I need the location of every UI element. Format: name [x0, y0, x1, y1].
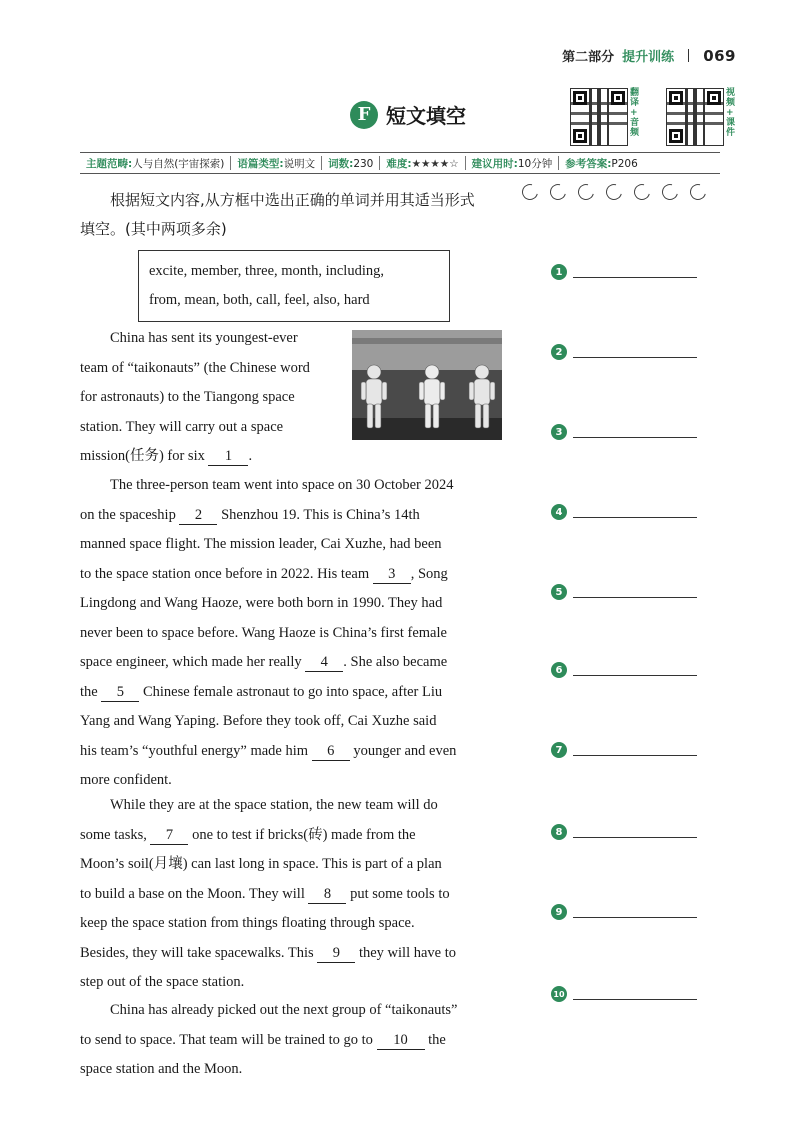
answer-number-badge: 1: [551, 264, 567, 280]
answer-number-badge: 4: [551, 504, 567, 520]
part-label: 第二部分: [562, 50, 615, 65]
qr-label-translation-audio: 翻 译 + 音 频: [630, 88, 640, 138]
circle-icon: [687, 181, 709, 203]
answer-line-9[interactable]: [551, 904, 697, 920]
answer-line-2[interactable]: [551, 344, 697, 360]
answer-line-7[interactable]: [551, 742, 697, 758]
circle-icon: [659, 181, 681, 203]
answer-input-line[interactable]: [573, 827, 697, 838]
answer-line-6[interactable]: [551, 662, 697, 678]
blank-7: 7: [150, 826, 188, 845]
answer-input-line[interactable]: [573, 587, 697, 598]
passage-paragraph-4: China has already picked out the next group of “taikonauts” to send to space. That team will be trained to go to 10 the space station and the Moon.: [80, 1002, 458, 1077]
circle-icon: [547, 181, 569, 203]
section-title: [350, 100, 466, 129]
answer-input-line[interactable]: [573, 989, 697, 1000]
qr-label-video-courseware: 视 频 + 课 件: [726, 88, 736, 138]
blank-4: 4: [305, 653, 343, 672]
answer-number-badge: 6: [551, 662, 567, 678]
answer-line-4[interactable]: [551, 504, 697, 520]
answer-number-badge: 7: [551, 742, 567, 758]
circle-icon: [519, 181, 541, 203]
info-bar: [80, 152, 720, 174]
genre-field: 语篇类型:说明文: [237, 157, 316, 170]
difficulty-field: 难度:★★★★☆: [386, 157, 459, 170]
section-letter-badge: F: [350, 101, 378, 129]
circle-icon: [603, 181, 625, 203]
blank-8: 8: [308, 885, 346, 904]
passage-paragraph-1: China has sent its youngest-ever team of “taikonauts” (the Chinese word for astronauts) to the Tiangong space station. They will carry out a space mission(任务) for six 1 .: [80, 330, 310, 464]
astronauts-photo: [352, 330, 502, 440]
answer-line-10[interactable]: [551, 986, 697, 1002]
answer-input-line[interactable]: [573, 347, 697, 358]
header-divider: [688, 49, 689, 62]
page-header: [562, 46, 736, 65]
page-number: 069: [703, 46, 736, 65]
blank-10: 10: [377, 1031, 425, 1050]
difficulty-stars-icon: ★★★★☆: [411, 157, 459, 170]
qr-code-icon: [570, 88, 628, 146]
word-count-field: 词数:230: [328, 157, 374, 170]
instructions: 根据短文内容,从方框中选出正确的单词并用其适当形式 填空。(其中两项多余): [80, 191, 475, 238]
blank-3: 3: [373, 565, 411, 584]
blank-6: 6: [312, 742, 350, 761]
blank-5: 5: [101, 683, 139, 702]
answer-number-badge: 3: [551, 424, 567, 440]
qr-code-icon: [666, 88, 724, 146]
blank-1: 1: [208, 447, 248, 466]
answer-number-badge: 5: [551, 584, 567, 600]
answer-number-badge: 9: [551, 904, 567, 920]
theme-field: 主题范畴:人与自然(宇宙探索): [86, 157, 225, 170]
passage-paragraph-3: While they are at the space station, the new team will do some tasks, 7 one to test if bricks(砖) made from the Moon’s soil(月壤) can last long in space. This is part of a plan to build a base on the Moon. They will 8 put some tools to keep the space station from things floating through space. Besides, they will take spacewalks. This 9 they will have to step out of the space station.: [80, 797, 456, 990]
answer-line-5[interactable]: [551, 584, 697, 600]
answer-input-line[interactable]: [573, 907, 697, 918]
answer-line-3[interactable]: [551, 424, 697, 440]
section-title-text: 短文填空: [386, 104, 466, 128]
blank-2: 2: [179, 506, 217, 525]
answer-input-line[interactable]: [573, 507, 697, 518]
qr-code-video-courseware[interactable]: [666, 88, 736, 146]
answer-number-badge: 2: [551, 344, 567, 360]
passage-paragraph-2: The three-person team went into space on 30 October 2024 on the spaceship 2 Shenzhou 19. This is China’s 14th manned space flight. The mission leader, Cai Xuzhe, had been to the space station once before in 2022. His team 3 , Song Lingdong and Wang Haoze, were both born in 1990. They had never been to space before. Wang Haoze is China’s first female space engineer, which made her really 4 . She also became the 5 Chinese female astronaut to go into space, after Liu Yang and Wang Yaping. Before they took off, Cai Xuzhe said his team’s “youthful energy” made him 6 younger and even more confident.: [80, 477, 457, 788]
qr-code-translation-audio[interactable]: [570, 88, 640, 146]
suggested-time-field: 建议用时:10分钟: [471, 157, 553, 170]
answer-input-line[interactable]: [573, 267, 697, 278]
blank-9: 9: [317, 944, 355, 963]
answer-input-line[interactable]: [573, 745, 697, 756]
circle-icon: [631, 181, 653, 203]
answer-number-badge: 10: [551, 986, 567, 1002]
circle-icon: [575, 181, 597, 203]
answer-number-badge: 8: [551, 824, 567, 840]
answer-input-line[interactable]: [573, 427, 697, 438]
answer-line-8[interactable]: [551, 824, 697, 840]
answer-line-1[interactable]: [551, 264, 697, 280]
progress-circles: [522, 184, 706, 200]
word-box: excite, member, three, month, including, from, mean, both, call, feel, also, hard: [138, 250, 450, 322]
answer-reference-field: 参考答案:P206: [565, 157, 638, 170]
answer-input-line[interactable]: [573, 665, 697, 676]
section-label: 提升训练: [622, 50, 675, 65]
